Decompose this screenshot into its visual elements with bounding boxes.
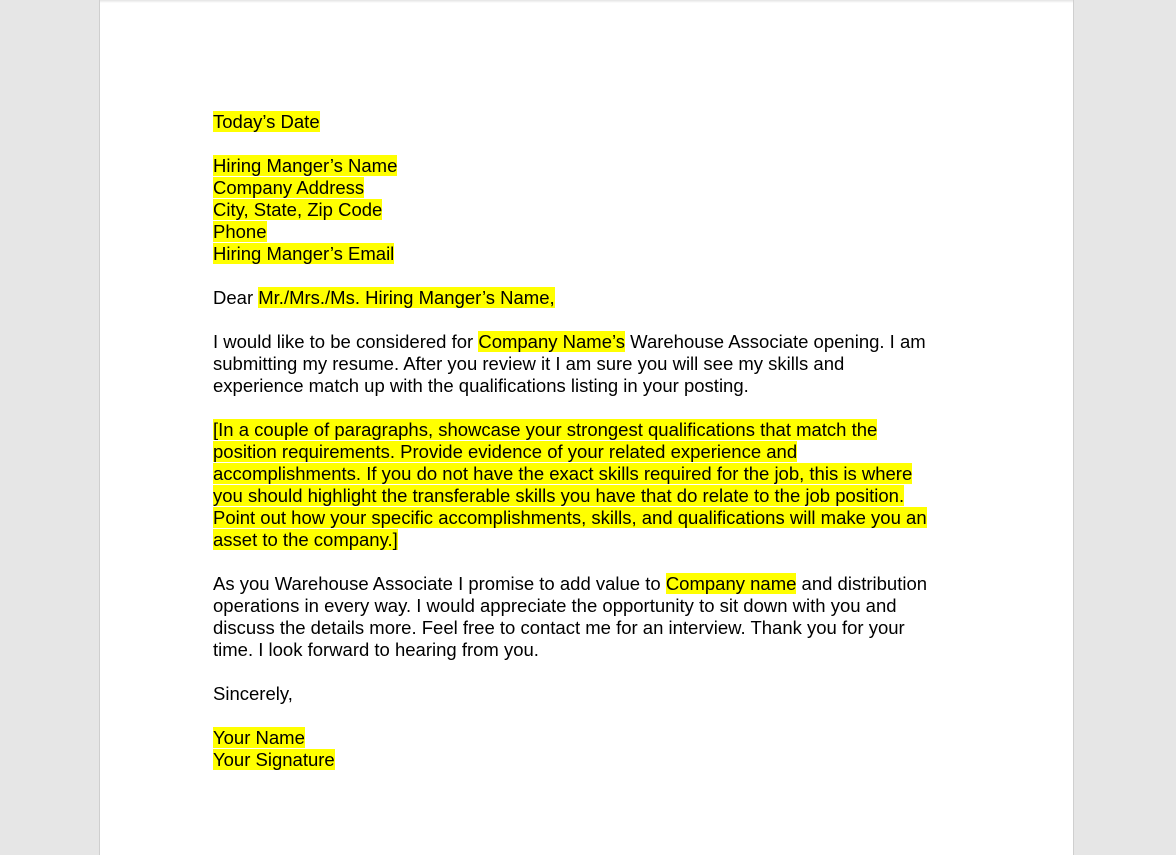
placeholder-line: Point out how your specific accomplishments, skills, and qualifications will make you an [213,507,927,528]
closing-company-name: Company name [665,573,797,594]
date-block [213,111,963,133]
recipient-email: Hiring Manger’s Email [213,243,395,264]
closing-paragraph [213,573,963,661]
your-signature-placeholder: Your Signature [213,749,335,770]
closing-text: operations in every way. I would appreciate the opportunity to sit down with you and [213,595,897,616]
sign-off-text: Sincerely, [213,683,293,704]
intro-text: submitting my resume. After you review it I am sure you will see my skills and [213,353,845,374]
salutation-name: Mr./Mrs./Ms. Hiring Manger’s Name, [258,287,555,308]
intro-paragraph [213,331,963,397]
letter-body[interactable] [213,111,963,771]
placeholder-line: [In a couple of paragraphs, showcase your strongest qualifications that match the [213,419,878,440]
closing-text: discuss the details more. Feel free to contact me for an interview. Thank you for your [213,617,905,638]
date-placeholder: Today’s Date [213,111,320,132]
salutation [213,287,963,309]
placeholder-line: asset to the company.] [213,529,398,550]
placeholder-line: accomplishments. If you do not have the exact skills required for the job, this is where [213,463,913,484]
closing-text: time. I look forward to hearing from you. [213,639,539,660]
placeholder-line: position requirements. Provide evidence of your related experience and [213,441,798,462]
recipient-city-state-zip: City, State, Zip Code [213,199,383,220]
intro-text: I would like to be considered for [213,331,479,352]
salutation-prefix: Dear [213,287,259,308]
signature-block [213,727,963,771]
recipient-block [213,155,963,265]
sign-off [213,683,963,705]
placeholder-line: you should highlight the transferable skills you have that do relate to the job position. [213,485,905,506]
recipient-phone: Phone [213,221,267,242]
your-name-placeholder: Your Name [213,727,305,748]
document-page [99,0,1074,855]
intro-company-name: Company Name’s [478,331,626,352]
recipient-address: Company Address [213,177,365,198]
intro-text: experience match up with the qualifications listing in your posting. [213,375,749,396]
closing-text: As you Warehouse Associate I promise to add value to [213,573,666,594]
recipient-name: Hiring Manger’s Name [213,155,398,176]
placeholder-paragraph [213,419,963,551]
closing-text: and distribution [796,573,928,594]
intro-text: Warehouse Associate opening. I am [625,331,926,352]
